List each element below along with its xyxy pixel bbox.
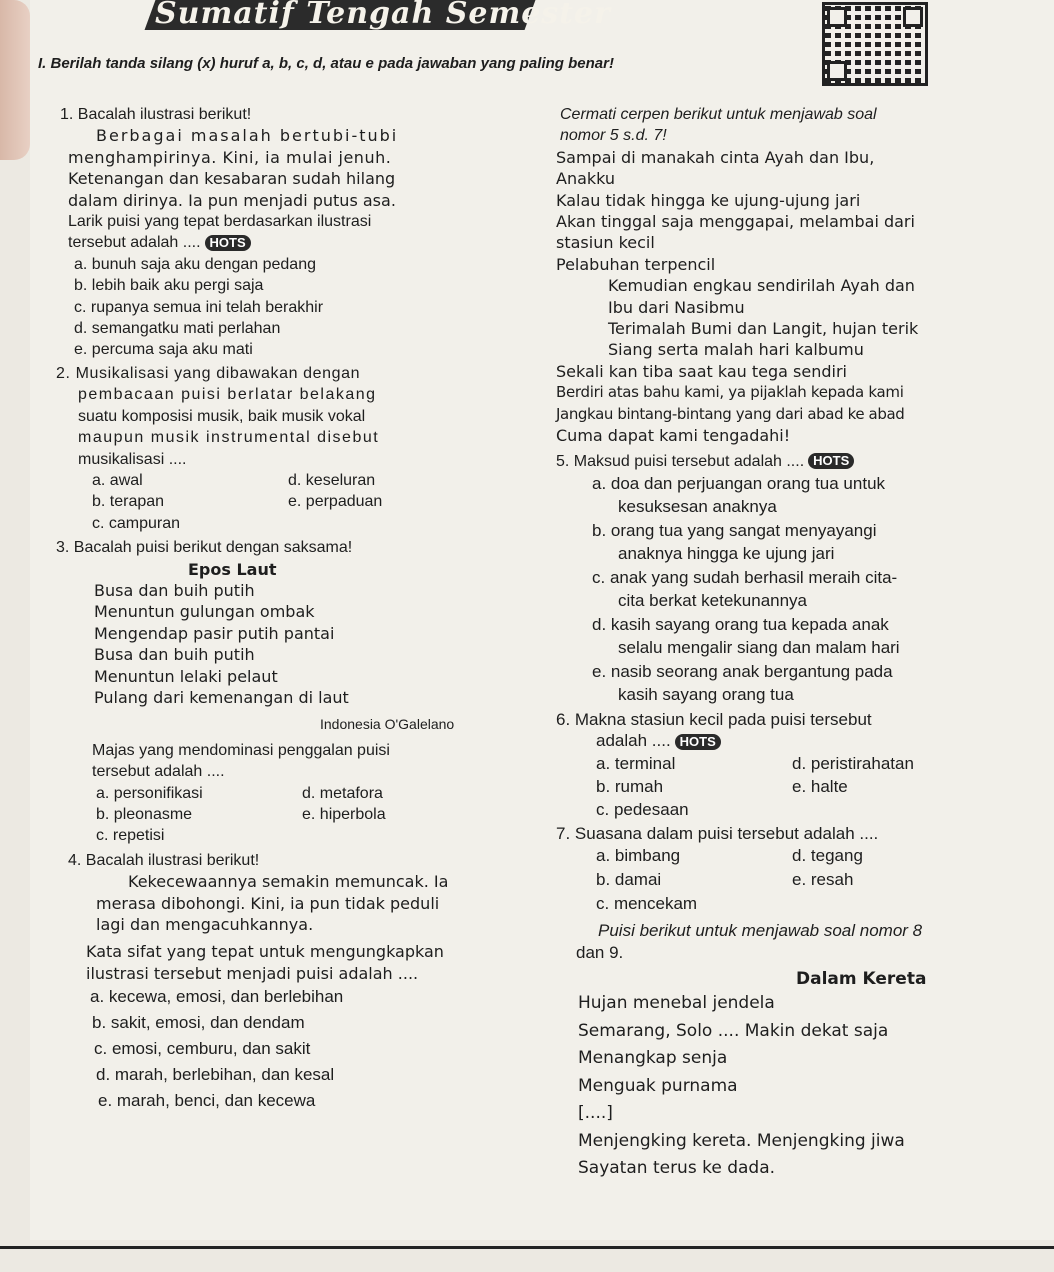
q1-passage xyxy=(38,125,518,211)
option-item[interactable]: c. anak yang sudah berhasil meraih cita- xyxy=(592,567,898,587)
option-item[interactable]: e. perpaduan xyxy=(288,493,383,511)
option-item[interactable]: d. tegang xyxy=(792,846,863,866)
q4-question2: ilustrasi tersebut menjadi puisi adalah .... xyxy=(86,963,419,983)
hots-badge: HOTS xyxy=(205,235,251,251)
poem-line: Berdiri atas bahu kami, ya pijaklah kepada kami xyxy=(556,383,904,402)
poem-line: Busa dan buih putih xyxy=(94,645,255,665)
q7-question: 7. Suasana dalam puisi tersebut adalah .... xyxy=(556,823,879,843)
poem-line: Ibu dari Nasibmu xyxy=(608,297,745,317)
poem-line: Kalau tidak hingga ke ujung-ujung jari xyxy=(556,190,861,210)
poem-intro: Cermati cerpen berikut untuk menjawab soal xyxy=(560,106,877,123)
passage-line: Berbagai masalah bertubi-tubi xyxy=(96,126,399,146)
option-item[interactable]: c. rupanya semua ini telah berakhir xyxy=(74,298,324,316)
option-item-cont: selalu mengalir siang dan malam hari xyxy=(618,638,900,658)
poem-line: Kemudian engkau sendirilah Ayah dan xyxy=(608,276,915,296)
option-item[interactable]: d. keseluran xyxy=(288,471,376,489)
poem-line: Sekali kan tiba saat kau tega sendiri xyxy=(556,361,847,381)
q5-text: 5. Maksud puisi tersebut adalah .... xyxy=(556,452,805,470)
poem2 xyxy=(556,990,1036,1183)
q2-line: suatu komposisi musik, baik musik vokal xyxy=(78,407,366,425)
option-item[interactable]: c. emosi, cemburu, dan sakit xyxy=(94,1039,311,1059)
poem-line: Akan tinggal saja menggapai, melambai dari xyxy=(556,212,915,232)
poem-line: Mengendap pasir putih pantai xyxy=(94,623,335,643)
passage-line: menghampirinya. Kini, ia mulai jenuh. xyxy=(68,147,392,167)
q2-line: maupun musik instrumental disebut xyxy=(78,429,380,447)
poem-line: stasiun kecil xyxy=(556,233,655,253)
poem-line: Terimalah Bumi dan Langit, hujan terik xyxy=(608,319,919,339)
hots-badge: HOTS xyxy=(675,734,721,750)
q1-options xyxy=(38,254,518,361)
poem2-title: Dalam Kereta xyxy=(796,968,927,989)
q2-options xyxy=(38,470,518,534)
q5-question xyxy=(556,451,1036,472)
q4-options xyxy=(38,984,518,1114)
poem-line: Jangkau bintang-bintang yang dari abad ke abad xyxy=(556,404,905,423)
q5-options xyxy=(556,472,1036,707)
option-item[interactable]: a. awal xyxy=(92,471,143,489)
poem-line: Menuntun lelaki pelaut xyxy=(94,666,278,686)
poem-line: Sayatan terus ke dada. xyxy=(578,1158,776,1179)
q3-intro: 3. Bacalah puisi berikut dengan saksama! xyxy=(56,539,353,557)
q3-options xyxy=(38,783,518,847)
option-item[interactable]: b. lebih baik aku pergi saja xyxy=(74,277,264,295)
option-item[interactable]: e. percuma saja aku mati xyxy=(74,341,253,359)
q2-line: 2. Musikalisasi yang dibawakan dengan xyxy=(56,364,361,382)
option-item[interactable]: e. marah, benci, dan kecewa xyxy=(98,1091,316,1111)
poem-line: Menjengking kereta. Menjengking jiwa xyxy=(578,1130,905,1151)
option-item[interactable]: d. kasih sayang orang tua kepada anak xyxy=(592,614,889,634)
poem-line: Sampai di manakah cinta Ayah dan Ibu, xyxy=(556,147,875,167)
poem-line: Semarang, Solo .... Makin dekat saja xyxy=(578,1020,889,1041)
passage-line: Ketenangan dan kesabaran sudah hilang xyxy=(68,169,396,189)
poem-line: Menuntun gulungan ombak xyxy=(94,602,315,622)
q6-question2-row xyxy=(556,730,1036,751)
option-item-cont: cita berkat ketekunannya xyxy=(618,591,808,611)
q1-intro: 1. Bacalah ilustrasi berikut! xyxy=(60,106,252,123)
poem-line: Siang serta malah hari kalbumu xyxy=(608,340,864,360)
right-poem xyxy=(556,147,1036,447)
poem2-intro: Puisi berikut untuk menjawab soal nomor 8 xyxy=(598,921,923,941)
thumb-overlay xyxy=(0,0,30,160)
q3-poem xyxy=(38,580,518,708)
bottom-rule xyxy=(0,1246,1054,1249)
option-item[interactable]: e. hiperbola xyxy=(302,806,386,823)
option-item[interactable]: a. kecewa, emosi, dan berlebihan xyxy=(90,987,344,1007)
option-item[interactable]: d. peristirahatan xyxy=(792,753,914,773)
q6-question2: adalah .... xyxy=(596,731,671,751)
option-item[interactable]: b. rumah xyxy=(596,776,664,796)
option-item[interactable]: b. damai xyxy=(596,870,662,890)
option-item[interactable]: c. pedesaan xyxy=(596,799,689,819)
q3-question: Majas yang mendominasi penggalan puisi xyxy=(92,741,390,759)
option-item[interactable]: b. pleonasme xyxy=(96,806,193,823)
poem-intro2: nomor 5 s.d. 7! xyxy=(560,127,667,145)
option-item[interactable]: c. mencekam xyxy=(596,894,698,914)
passage-line: lagi dan mengacuhkannya. xyxy=(96,915,314,935)
option-item-cont: kasih sayang orang tua xyxy=(618,685,794,705)
option-item[interactable]: b. orang tua yang sangat menyayangi xyxy=(592,520,877,540)
poem-line: Anakku xyxy=(556,169,616,189)
q4-question: Kata sifat yang tepat untuk mengungkapkan xyxy=(86,942,444,962)
poem-line: Pulang dari kemenangan di laut xyxy=(94,687,349,707)
q2-line: musikalisasi .... xyxy=(78,450,187,468)
option-item[interactable]: a. doa dan perjuangan orang tua untuk xyxy=(592,473,886,493)
q1-question2: tersebut adalah .... xyxy=(68,234,201,252)
option-item[interactable]: c. repetisi xyxy=(96,827,165,845)
poem-line: Cuma dapat kami tengadahi! xyxy=(556,426,791,446)
poem-line: Pelabuhan terpencil xyxy=(556,254,716,274)
q1-question-cont xyxy=(38,232,518,253)
option-item[interactable]: d. metafora xyxy=(302,784,383,802)
option-item[interactable]: d. marah, berlebihan, dan kesal xyxy=(96,1065,335,1085)
q1-question: Larik puisi yang tepat berdasarkan ilustrasi xyxy=(68,213,372,231)
passage-line: Kekecewaannya semakin memuncak. Ia xyxy=(128,872,449,892)
option-item-cont: kesuksesan anaknya xyxy=(618,497,777,517)
option-item[interactable]: e. resah xyxy=(792,870,854,890)
q6-question: 6. Makna stasiun kecil pada puisi tersebut xyxy=(556,709,872,729)
poem-line: Busa dan buih putih xyxy=(94,580,255,600)
option-item[interactable]: e. halte xyxy=(792,776,848,796)
qr-code-icon xyxy=(822,2,928,86)
q3-poem-title: Epos Laut xyxy=(188,559,277,579)
q6-options xyxy=(556,752,1036,821)
option-item[interactable]: c. campuran xyxy=(92,514,181,532)
poem-line: Hujan menebal jendela xyxy=(578,993,775,1014)
option-item-cont: anaknya hingga ke ujung jari xyxy=(618,544,835,564)
q3-author: Indonesia O'Galelano xyxy=(320,716,455,733)
section-instruction: I. Berilah tanda silang (x) huruf a, b, c, d, atau e pada jawaban yang paling benar! xyxy=(38,55,614,72)
q2 xyxy=(38,363,518,470)
poem-line: Menguak purnama xyxy=(578,1075,738,1096)
passage-line: merasa dibohongi. Kini, ia pun tidak peduli xyxy=(96,893,440,913)
option-item[interactable]: a. bunuh saja aku dengan pedang xyxy=(74,255,316,273)
option-item[interactable]: e. nasib seorang anak bergantung pada xyxy=(592,661,893,681)
page-title: Sumatif Tengah Semester xyxy=(155,0,611,31)
passage-line: dalam dirinya. Ia pun menjadi putus asa. xyxy=(68,190,396,210)
option-item[interactable]: b. terapan xyxy=(92,493,165,511)
left-column xyxy=(38,104,518,1114)
option-item[interactable]: a. terminal xyxy=(596,753,676,773)
right-column xyxy=(556,104,1036,1183)
poem-line: [....] xyxy=(578,1103,613,1124)
q3-question2: tersebut adalah .... xyxy=(92,763,225,781)
option-item[interactable]: d. semangatku mati perlahan xyxy=(74,320,281,338)
poem-line: Menangkap senja xyxy=(578,1048,728,1069)
q2-line: pembacaan puisi berlatar belakang xyxy=(78,386,377,404)
option-item[interactable]: b. sakit, emosi, dan dendam xyxy=(92,1013,305,1033)
q4-intro: 4. Bacalah ilustrasi berikut! xyxy=(68,851,260,869)
hots-badge: HOTS xyxy=(808,453,854,469)
poem2-intro2: dan 9. xyxy=(576,942,624,962)
q4-passage xyxy=(38,871,518,935)
q7-options xyxy=(556,844,1036,916)
option-item[interactable]: a. bimbang xyxy=(596,846,681,866)
option-item[interactable]: a. personifikasi xyxy=(96,784,203,802)
